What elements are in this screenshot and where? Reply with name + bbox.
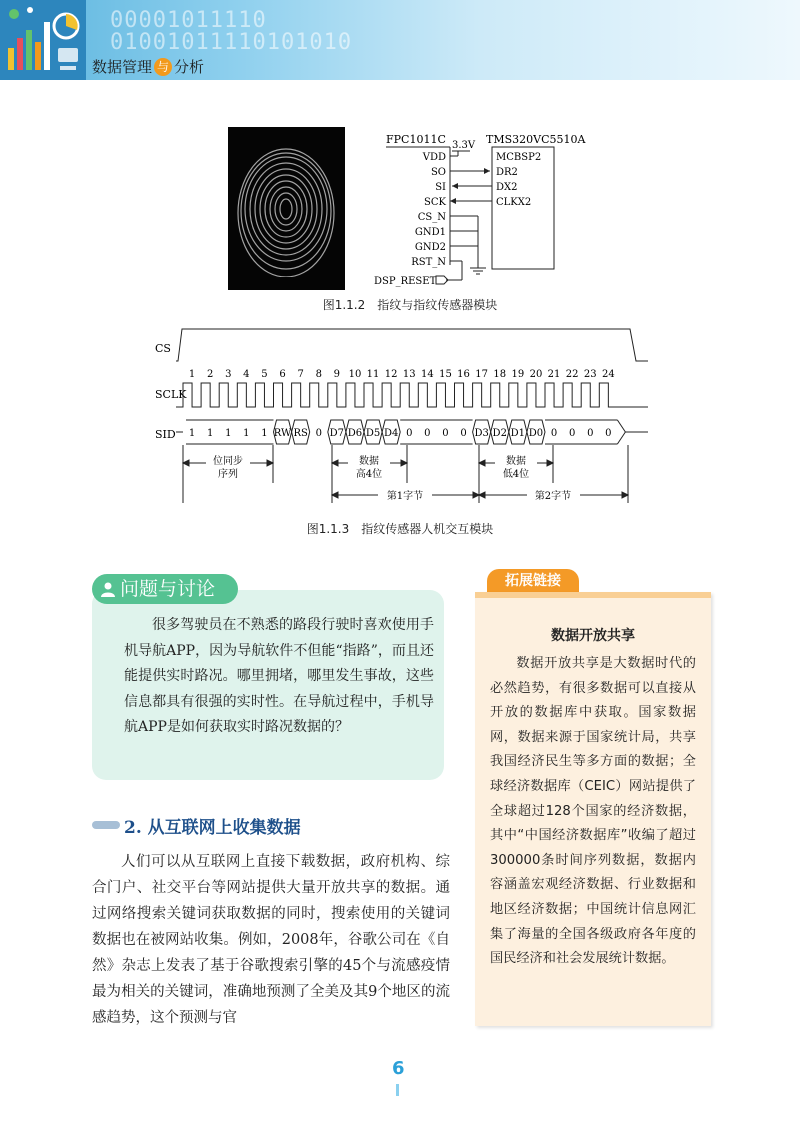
- left-pin-label: VDD: [422, 152, 446, 163]
- clock-number: 16: [457, 369, 470, 380]
- sid-bit-value: 0: [442, 428, 449, 439]
- question-tab-label: 问题与讨论: [120, 578, 216, 600]
- sensor-module-diagram: [366, 130, 592, 290]
- left-pin-label: SCK: [424, 197, 446, 208]
- clock-number: 1: [188, 369, 196, 380]
- label-high-2: 高4位: [355, 469, 383, 480]
- sid-bit-value: 1: [206, 428, 214, 439]
- header-binary-decoration: [110, 10, 352, 54]
- clock-number: 11: [366, 369, 380, 380]
- label-byte1: 第1字节: [386, 491, 424, 502]
- timing-diagram: [150, 325, 650, 510]
- clock-number: 5: [261, 369, 268, 380]
- sid-end: [617, 420, 625, 432]
- sid-bit-value: 0: [424, 428, 431, 439]
- extension-text: 数据开放共享是大数据时代的必然趋势，有很多数据可以直接从开放的数据库中获取。国家数据网，数据来源于国家统计局，共享我国经济民生等多方面的数据；全球经济数据库（CEIC）网站提供了全球超过128个国家的经济数据，其中“中国经济数据库”收编了超过300000条时间序列数据，数据内容涵盖宏观经济数据、行业数据和地区经济数据；中国统计信息网汇集了海量的全国各级政府各年度的国民经济和社会发展统计数据。: [490, 656, 696, 967]
- sid-end: [617, 432, 625, 444]
- clock-number: 14: [420, 369, 434, 380]
- left-pin-label: SO: [430, 167, 446, 178]
- sid-bit-value: 0: [460, 428, 467, 439]
- sid-bit-value: D2: [492, 428, 507, 439]
- dsp-chip-box: [492, 147, 554, 269]
- dsp-reset-label: DSP_RESET: [374, 276, 437, 287]
- clock-number: 6: [279, 369, 286, 380]
- right-pin-label: DX2: [496, 182, 518, 193]
- sid-bit-value: 0: [550, 428, 558, 439]
- sid-bit-value: 0: [568, 428, 576, 439]
- label-low-1: 数据: [506, 456, 526, 467]
- timing-diagram-svg: [150, 325, 650, 510]
- sid-bit-value: 0: [605, 428, 612, 439]
- clock-number: 24: [601, 369, 615, 380]
- sid-bit-value: 1: [243, 428, 250, 439]
- clock-number: 2: [206, 369, 214, 380]
- label-sync-1: 位同步: [213, 456, 243, 467]
- sid-bit-value: D4: [383, 428, 399, 439]
- fingerprint-icon: [228, 127, 345, 290]
- person-icon: [100, 581, 116, 597]
- fingerprint-image: [228, 127, 345, 290]
- label-low-2: 低4位: [502, 469, 530, 480]
- sid-bit-value: 1: [188, 428, 196, 439]
- extension-tab: 拓展链接: [487, 569, 579, 593]
- clock-number: 19: [511, 369, 525, 380]
- clock-number: 15: [439, 369, 452, 380]
- book-title-connector: 与: [154, 58, 172, 76]
- clock-number: 12: [384, 369, 398, 380]
- clock-number: 21: [547, 369, 561, 380]
- sid-bit-value: 1: [261, 428, 268, 439]
- sid-bit-value: 0: [315, 428, 322, 439]
- extension-heading: 数据开放共享: [551, 628, 635, 644]
- sid-bit-value: 0: [587, 428, 594, 439]
- left-pin-label: CS_N: [417, 212, 446, 223]
- section-marker: [92, 821, 120, 829]
- left-pin-label: RST_N: [411, 257, 446, 268]
- clock-number: 17: [475, 369, 489, 380]
- section-title: 2. 从互联网上收集数据: [124, 818, 301, 838]
- book-title: [92, 56, 204, 77]
- question-text: 很多驾驶员在不熟悉的路段行驶时喜欢使用手机导航APP，因为导航软件不但能“指路”，而且还能提供实时路况。哪里拥堵，哪里发生事故，这些信息都具有很强的实时性。在导航过程中，手机导航APP是如何获取实时路况数据的？: [124, 617, 434, 735]
- data-chart-icon: [0, 0, 86, 80]
- clock-number: 23: [583, 369, 597, 380]
- chip-left-name: FPC1011C: [386, 133, 446, 146]
- page-number: 6: [392, 1058, 405, 1079]
- chip-right-name: TMS320VC5510A: [486, 133, 586, 146]
- page-number-tick: [396, 1084, 399, 1096]
- clock-number: 4: [243, 369, 250, 380]
- sid-bit-value: D6: [347, 428, 363, 439]
- left-pin-label: GND1: [414, 227, 446, 238]
- sid-bit-value: D7: [329, 428, 345, 439]
- label-high-1: 数据: [359, 456, 379, 467]
- signal-cs-label: CS: [155, 342, 171, 355]
- sensor-wiring-svg: [366, 130, 592, 290]
- sid-bit-value: D1: [510, 428, 526, 439]
- left-pin-label: SI: [435, 182, 446, 193]
- right-pin-label: CLKX2: [496, 197, 532, 208]
- figure1-caption: 图1.1.2 指纹与指纹传感器模块: [322, 298, 498, 312]
- book-title-part1: 数据管理: [92, 58, 153, 76]
- right-pin-label: DR2: [496, 167, 518, 178]
- sid-bit-value: D0: [528, 428, 544, 439]
- sid-bit-value: RS: [293, 428, 308, 439]
- clock-number: 10: [348, 369, 362, 380]
- signal-sclk-label: SCLK: [155, 388, 187, 401]
- binary-line-1: 00001011110: [110, 8, 267, 33]
- label-sync-2: 序列: [218, 469, 238, 480]
- binary-line-2: 01001011110101010: [110, 30, 353, 55]
- figure2-caption: 图1.1.3 指纹传感器人机交互模块: [306, 522, 494, 536]
- sid-bit-value: 0: [406, 428, 413, 439]
- right-pin-label: MCBSP2: [496, 152, 542, 163]
- page-header: [0, 0, 800, 80]
- clock-number: 18: [493, 369, 507, 380]
- clock-number: 3: [225, 369, 232, 380]
- sid-bit-value: RW: [273, 428, 292, 439]
- label-byte2: 第2字节: [534, 491, 572, 502]
- sid-bit-value: 1: [225, 428, 232, 439]
- question-tab: [92, 574, 238, 604]
- clock-number: 22: [565, 369, 579, 380]
- header-illustration: [0, 0, 86, 80]
- clock-number: 13: [402, 369, 416, 380]
- section-body: 人们可以从互联网上直接下载数据，政府机构、综合门户、社交平台等网站提供大量开放共享的数据。通过网络搜索关键词获取数据的同时，搜索使用的关键词数据也在被网站收集。例如，2008年，谷歌公司在《自然》杂志上发表了基于谷歌搜索引擎的45个与流感疫情最为相关的关键词，准确地预测了全美及其9个地区的流感趋势，这个预测与官: [92, 854, 450, 1026]
- signal-sid-label: SID: [155, 428, 176, 441]
- book-title-part2: 分析: [174, 58, 205, 76]
- sid-bit-value: D3: [474, 428, 489, 439]
- clock-number: 7: [297, 369, 304, 380]
- sclk-waveform: [176, 383, 648, 407]
- clock-number: 20: [529, 369, 543, 380]
- sid-bit-value: D5: [365, 428, 381, 439]
- clock-number: 8: [315, 369, 322, 380]
- left-pin-label: GND2: [414, 242, 446, 253]
- clock-number: 9: [333, 369, 341, 380]
- voltage-label: 3.3V: [452, 140, 476, 151]
